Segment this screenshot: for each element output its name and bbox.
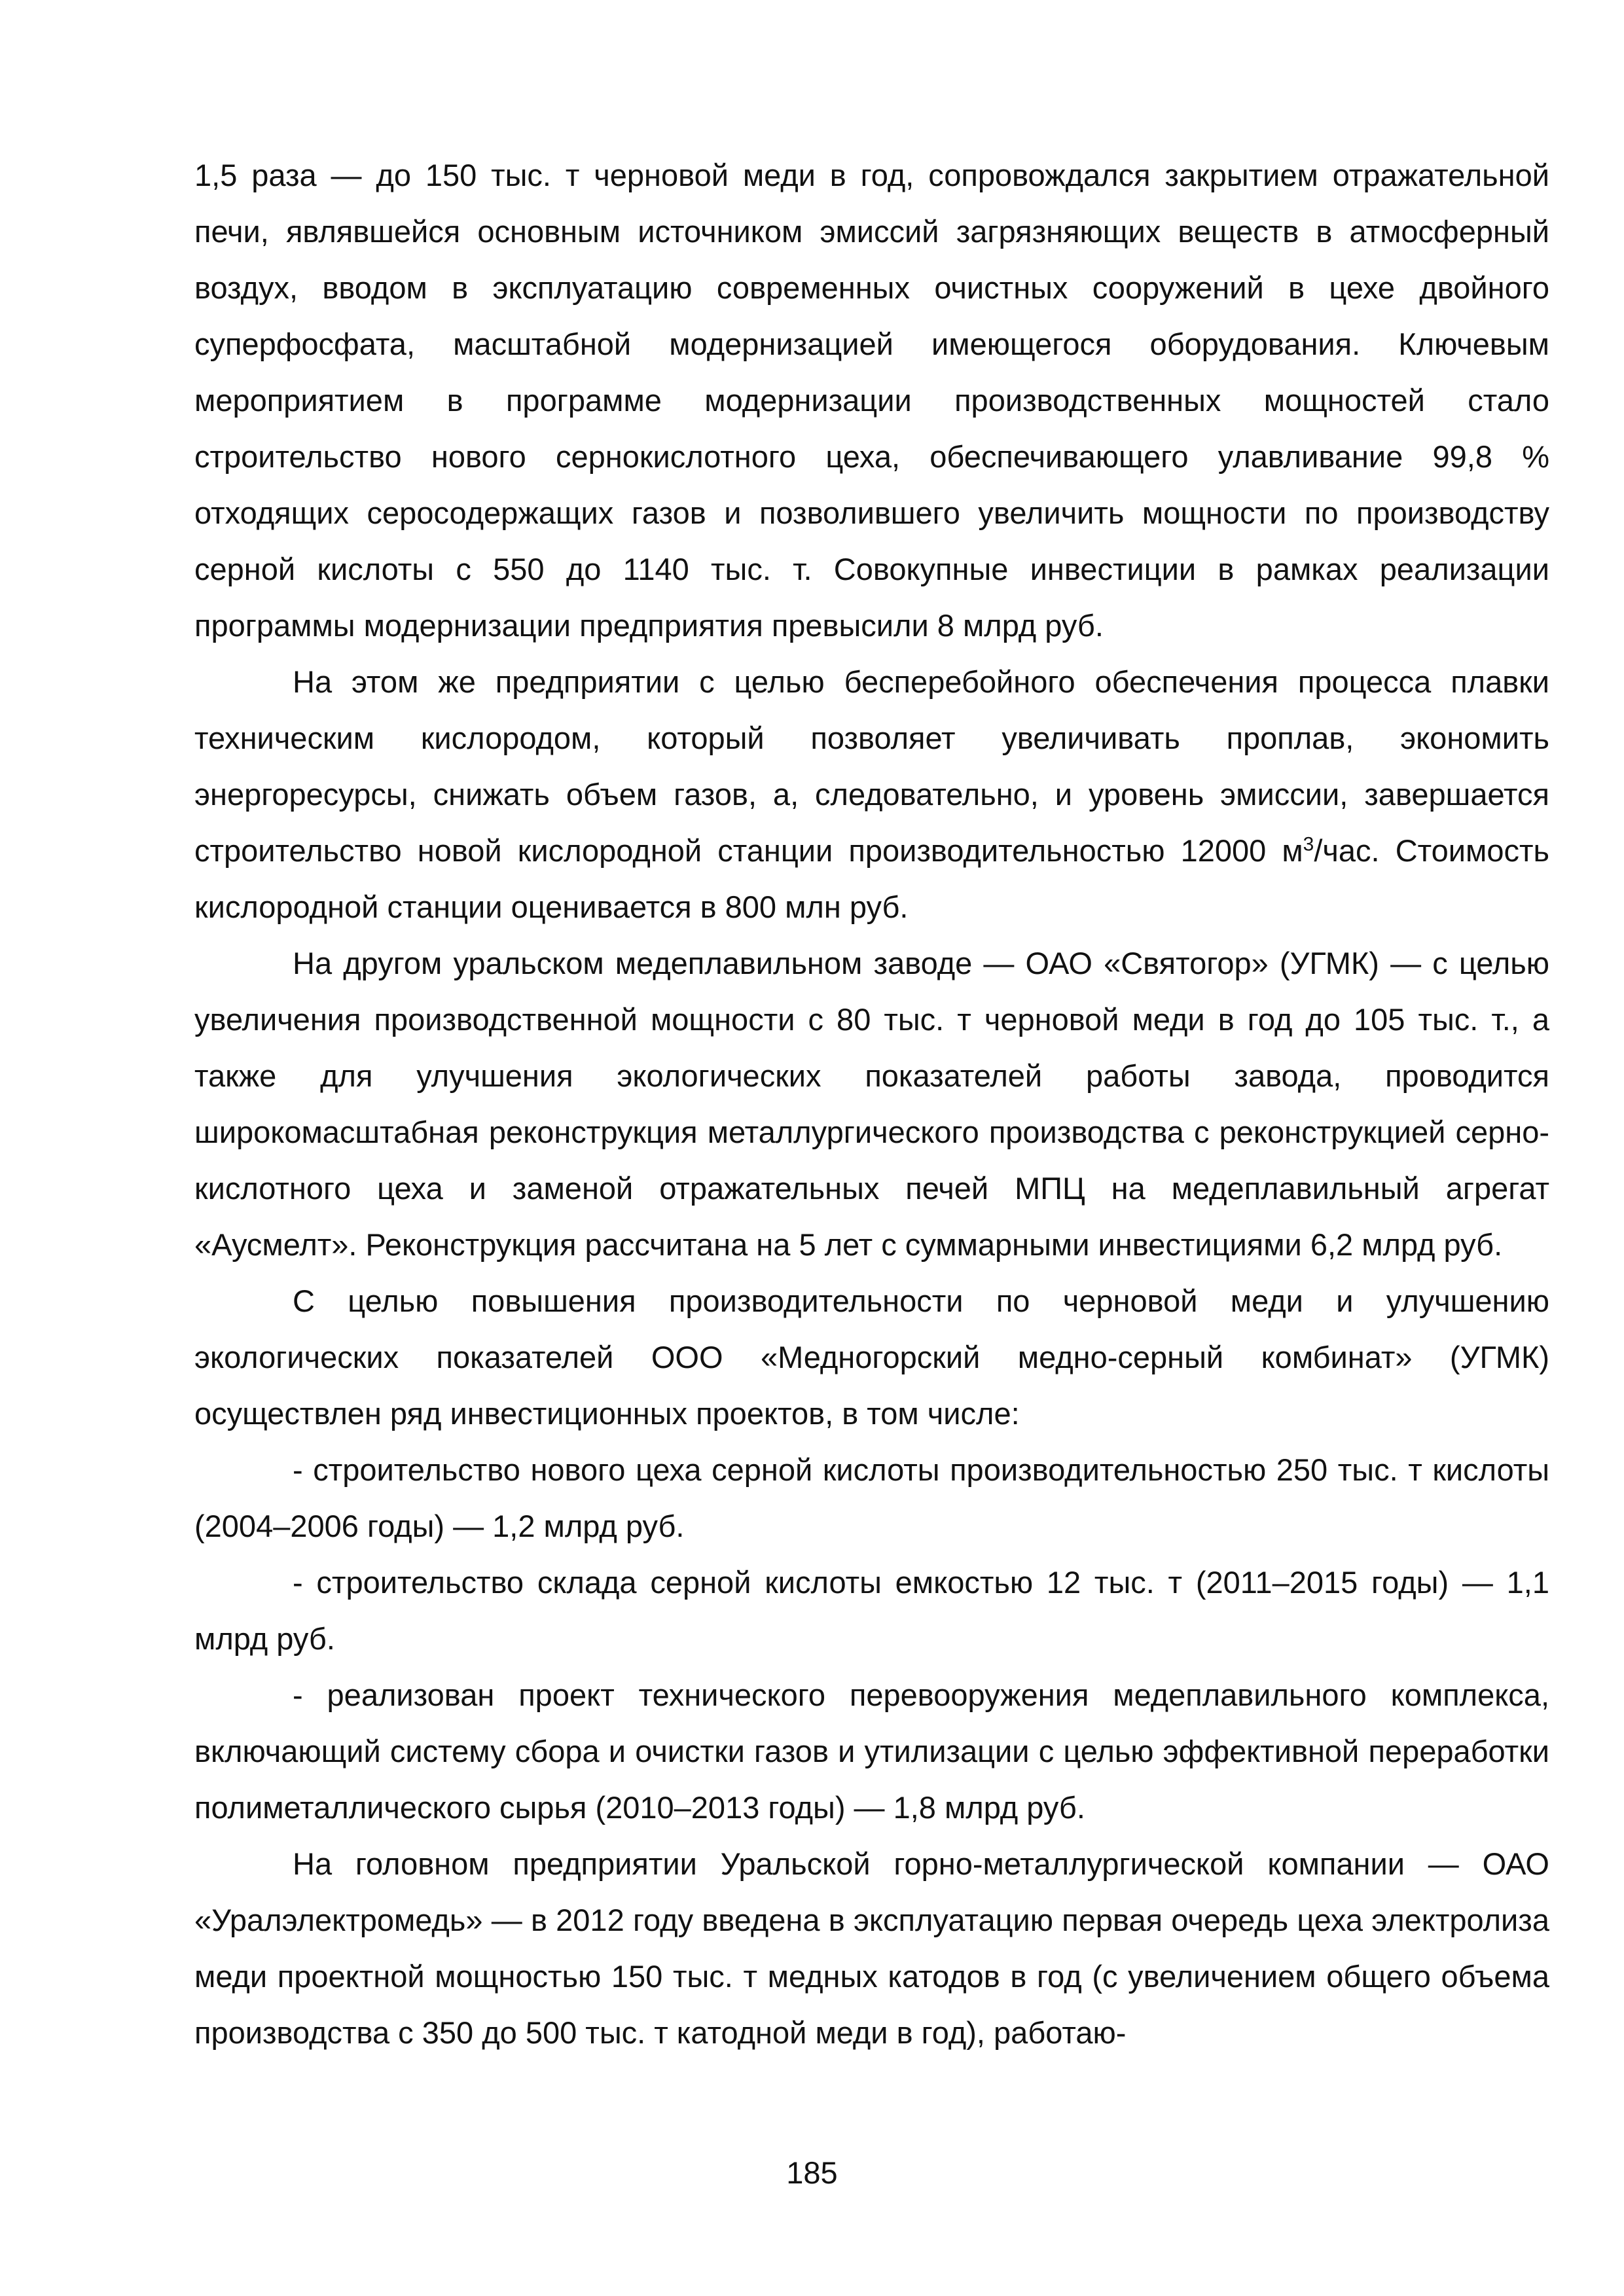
paragraph-uralelectromed: На головном предприятии Уральской горно-металлургической компании — ОАО «Уралэлектромедь» — в 2012 году введена в эксплуатацию первая очередь цеха электролиза меди проектной мощностью 150 тыс. т медных катодов в год (с увеличением общего объема производства с 350 до 500 тыс. т катодной меди в год), работаю- <box>194 1846 1549 2050</box>
list-item-smelting-complex: - реализован проект технического перевооружения медеплавильного комплекса, включающий систему сбора и очистки газов и утилизации с целью эффективной переработки полиметаллического сырья (2010–2013 годы) — 1,8 млрд руб. <box>194 1677 1549 1825</box>
document-body <box>194 147 1549 2061</box>
paragraph-oxygen-station <box>194 654 1549 935</box>
paragraph-modernization: 1,5 раза — до 150 тыс. т черновой меди в год, сопровождался закрытием отражательной печи, являвшейся основным источником эмиссий загрязняющих веществ в атмосферный воздух, вводом в эксплуатацию современных очистных сооружений в цехе двойного суперфосфата, масштабной модернизацией имеющегося оборудования. Ключевым мероприятием в программе модернизации производственных мощностей стало строительство нового сернокислотного цеха, обеспечивающего улавливание 99,8 % отходящих серосодержащих газов и позволившего увеличить мощности по производству серной кислоты с 550 до 1140 тыс. т. Совокупные инвестиции в рамках реализации программы модернизации предприятия превысили 8 млрд руб. <box>194 158 1549 643</box>
cubic-superscript: 3 <box>1303 833 1314 855</box>
list-item-acid-storage: - строительство склада серной кислоты емкостью 12 тыс. т (2011–2015 годы) — 1,1 млрд руб. <box>194 1565 1549 1656</box>
page-number: 185 <box>786 2155 838 2190</box>
oxygen-text-before: На этом же предприятии с целью бесперебойного обеспечения процесса плавки техническим кислородом, который позволяет увеличивать проплав, экономить энергоресурсы, снижать объем газов, а, следовательно, и уровень эмиссии, завершается строительство новой кислородной станции производительностью 12000 м <box>194 664 1549 868</box>
list-item-sulfuric-acid-shop: - строительство нового цеха серной кислоты производительностью 250 тыс. т кислоты (2004–2006 годы) — 1,2 млрд руб. <box>194 1452 1549 1543</box>
oxygen-text-after: /час. Стоимость кислородной станции оценивается в 800 млн руб. <box>194 833 1549 924</box>
paragraph-svyatogor: На другом уральском медеплавильном заводе — ОАО «Святогор» (УГМК) — с целью увеличения производственной мощности с 80 тыс. т черновой меди в год до 105 тыс. т., а также для улучшения экологических показателей работы завода, проводится широкомасштабная реконструкция металлургического производства с реконструкцией серно-кислотного цеха и заменой отражательных печей МПЦ на медеплавильный агрегат «Аусмелт». Реконструкция рассчитана на 5 лет с суммарными инвестициями 6,2 млрд руб. <box>194 946 1549 1262</box>
paragraph-mednogorsk: С целью повышения производительности по черновой меди и улучшению экологических показателей ООО «Медногорский медно-серный комбинат» (УГМК) осуществлен ряд инвестиционных проектов, в том числе: <box>194 1283 1549 1431</box>
